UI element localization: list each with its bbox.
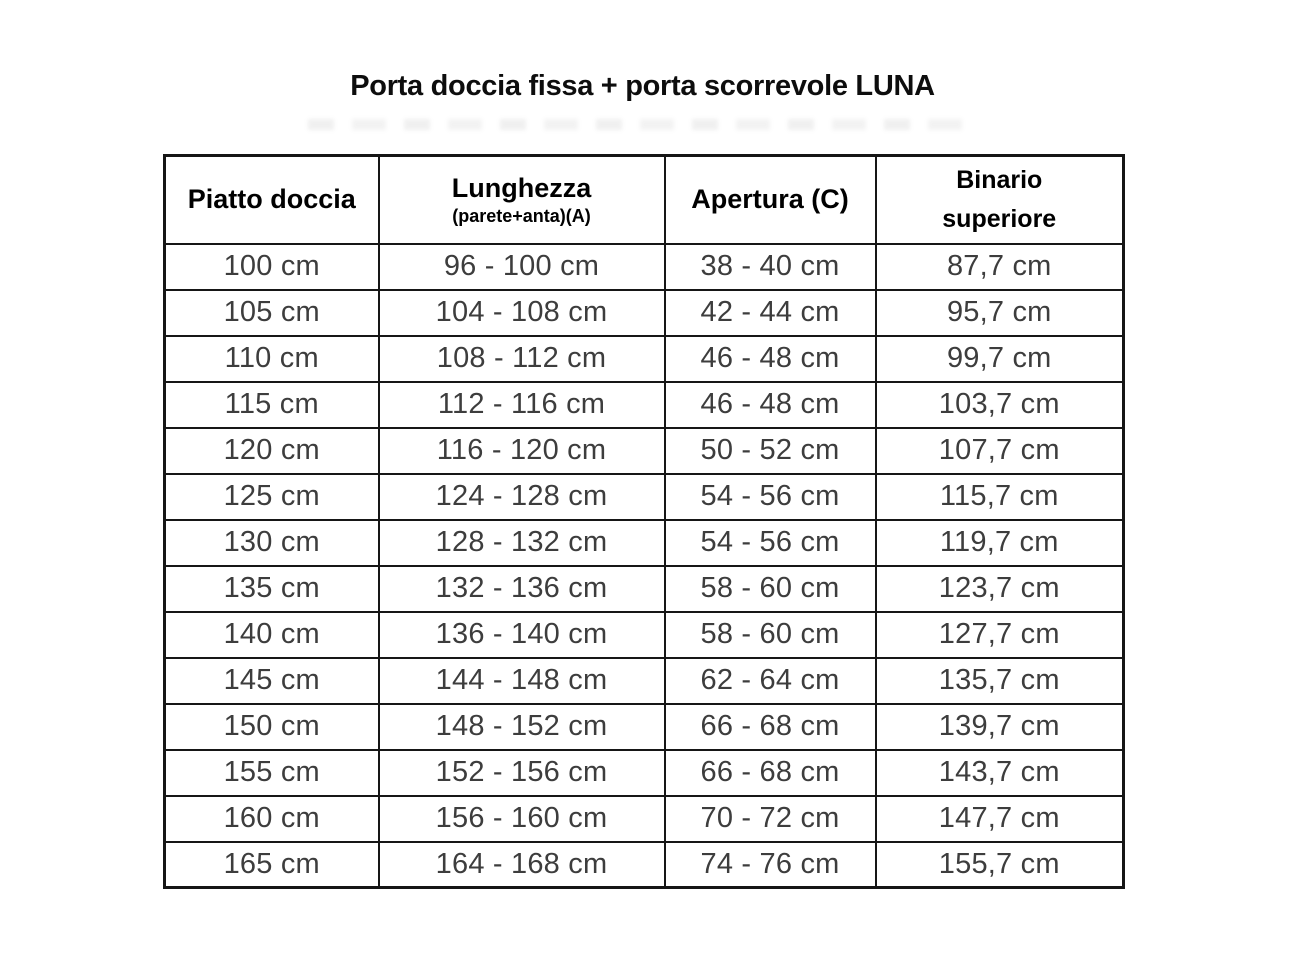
table-cell: 62 - 64 cm — [665, 658, 876, 704]
table-cell: 123,7 cm — [876, 566, 1124, 612]
table-cell: 139,7 cm — [876, 704, 1124, 750]
header-sublabel: (parete+anta)(A) — [452, 205, 591, 226]
table-cell: 115,7 cm — [876, 474, 1124, 520]
table-cell: 104 - 108 cm — [379, 290, 665, 336]
table-cell: 46 - 48 cm — [665, 336, 876, 382]
erased-text-artifact — [308, 119, 980, 130]
table-cell: 124 - 128 cm — [379, 474, 665, 520]
table-cell: 165 cm — [165, 842, 379, 888]
table-cell: 130 cm — [165, 520, 379, 566]
table-cell: 110 cm — [165, 336, 379, 382]
table-cell: 132 - 136 cm — [379, 566, 665, 612]
header-label: Apertura (C) — [691, 184, 849, 215]
table-row — [165, 428, 1124, 474]
table-cell: 105 cm — [165, 290, 379, 336]
table-cell: 116 - 120 cm — [379, 428, 665, 474]
table-cell: 164 - 168 cm — [379, 842, 665, 888]
header-label: Lunghezza — [451, 172, 592, 203]
table-cell: 96 - 100 cm — [379, 244, 665, 290]
table-cell: 135,7 cm — [876, 658, 1124, 704]
table-cell: 144 - 148 cm — [379, 658, 665, 704]
table-cell: 58 - 60 cm — [665, 566, 876, 612]
table-row — [165, 796, 1124, 842]
header-cell-apertura — [665, 156, 876, 244]
table-row — [165, 750, 1124, 796]
header-cell-binario-superiore — [876, 156, 1124, 244]
spec-table-header — [165, 156, 1124, 244]
page-title: Porta doccia fissa + porta scorrevole LUNA — [350, 70, 935, 102]
table-cell: 127,7 cm — [876, 612, 1124, 658]
table-cell: 54 - 56 cm — [665, 520, 876, 566]
table-row — [165, 520, 1124, 566]
header-label: Binario superiore — [942, 166, 1057, 233]
table-cell: 128 - 132 cm — [379, 520, 665, 566]
table-cell: 155,7 cm — [876, 842, 1124, 888]
table-cell: 120 cm — [165, 428, 379, 474]
table-cell: 100 cm — [165, 244, 379, 290]
table-row — [165, 612, 1124, 658]
table-cell: 54 - 56 cm — [665, 474, 876, 520]
table-cell: 143,7 cm — [876, 750, 1124, 796]
table-row — [165, 336, 1124, 382]
table-row — [165, 290, 1124, 336]
table-cell: 66 - 68 cm — [665, 704, 876, 750]
header-cell-lunghezza — [379, 156, 665, 244]
spec-table-body — [165, 244, 1124, 888]
table-cell: 135 cm — [165, 566, 379, 612]
table-cell: 38 - 40 cm — [665, 244, 876, 290]
table-cell: 46 - 48 cm — [665, 382, 876, 428]
table-row — [165, 842, 1124, 888]
table-cell: 87,7 cm — [876, 244, 1124, 290]
table-cell: 50 - 52 cm — [665, 428, 876, 474]
table-cell: 140 cm — [165, 612, 379, 658]
table-cell: 112 - 116 cm — [379, 382, 665, 428]
table-cell: 74 - 76 cm — [665, 842, 876, 888]
table-row — [165, 658, 1124, 704]
table-cell: 160 cm — [165, 796, 379, 842]
table-cell: 125 cm — [165, 474, 379, 520]
table-cell: 156 - 160 cm — [379, 796, 665, 842]
spec-table — [163, 154, 1125, 889]
table-row — [165, 474, 1124, 520]
table-row — [165, 244, 1124, 290]
table-cell: 107,7 cm — [876, 428, 1124, 474]
table-cell: 42 - 44 cm — [665, 290, 876, 336]
table-cell: 136 - 140 cm — [379, 612, 665, 658]
table-row — [165, 704, 1124, 750]
table-cell: 58 - 60 cm — [665, 612, 876, 658]
table-cell: 103,7 cm — [876, 382, 1124, 428]
table-cell: 147,7 cm — [876, 796, 1124, 842]
table-cell: 108 - 112 cm — [379, 336, 665, 382]
table-row — [165, 382, 1124, 428]
table-cell: 119,7 cm — [876, 520, 1124, 566]
table-cell: 155 cm — [165, 750, 379, 796]
table-cell: 152 - 156 cm — [379, 750, 665, 796]
header-row — [165, 156, 1124, 244]
table-cell: 115 cm — [165, 382, 379, 428]
header-label: Piatto doccia — [187, 184, 356, 215]
table-cell: 95,7 cm — [876, 290, 1124, 336]
table-row — [165, 566, 1124, 612]
table-cell: 66 - 68 cm — [665, 750, 876, 796]
table-cell: 145 cm — [165, 658, 379, 704]
table-cell: 148 - 152 cm — [379, 704, 665, 750]
header-cell-piatto-doccia — [165, 156, 379, 244]
table-cell: 70 - 72 cm — [665, 796, 876, 842]
table-cell: 99,7 cm — [876, 336, 1124, 382]
table-cell: 150 cm — [165, 704, 379, 750]
